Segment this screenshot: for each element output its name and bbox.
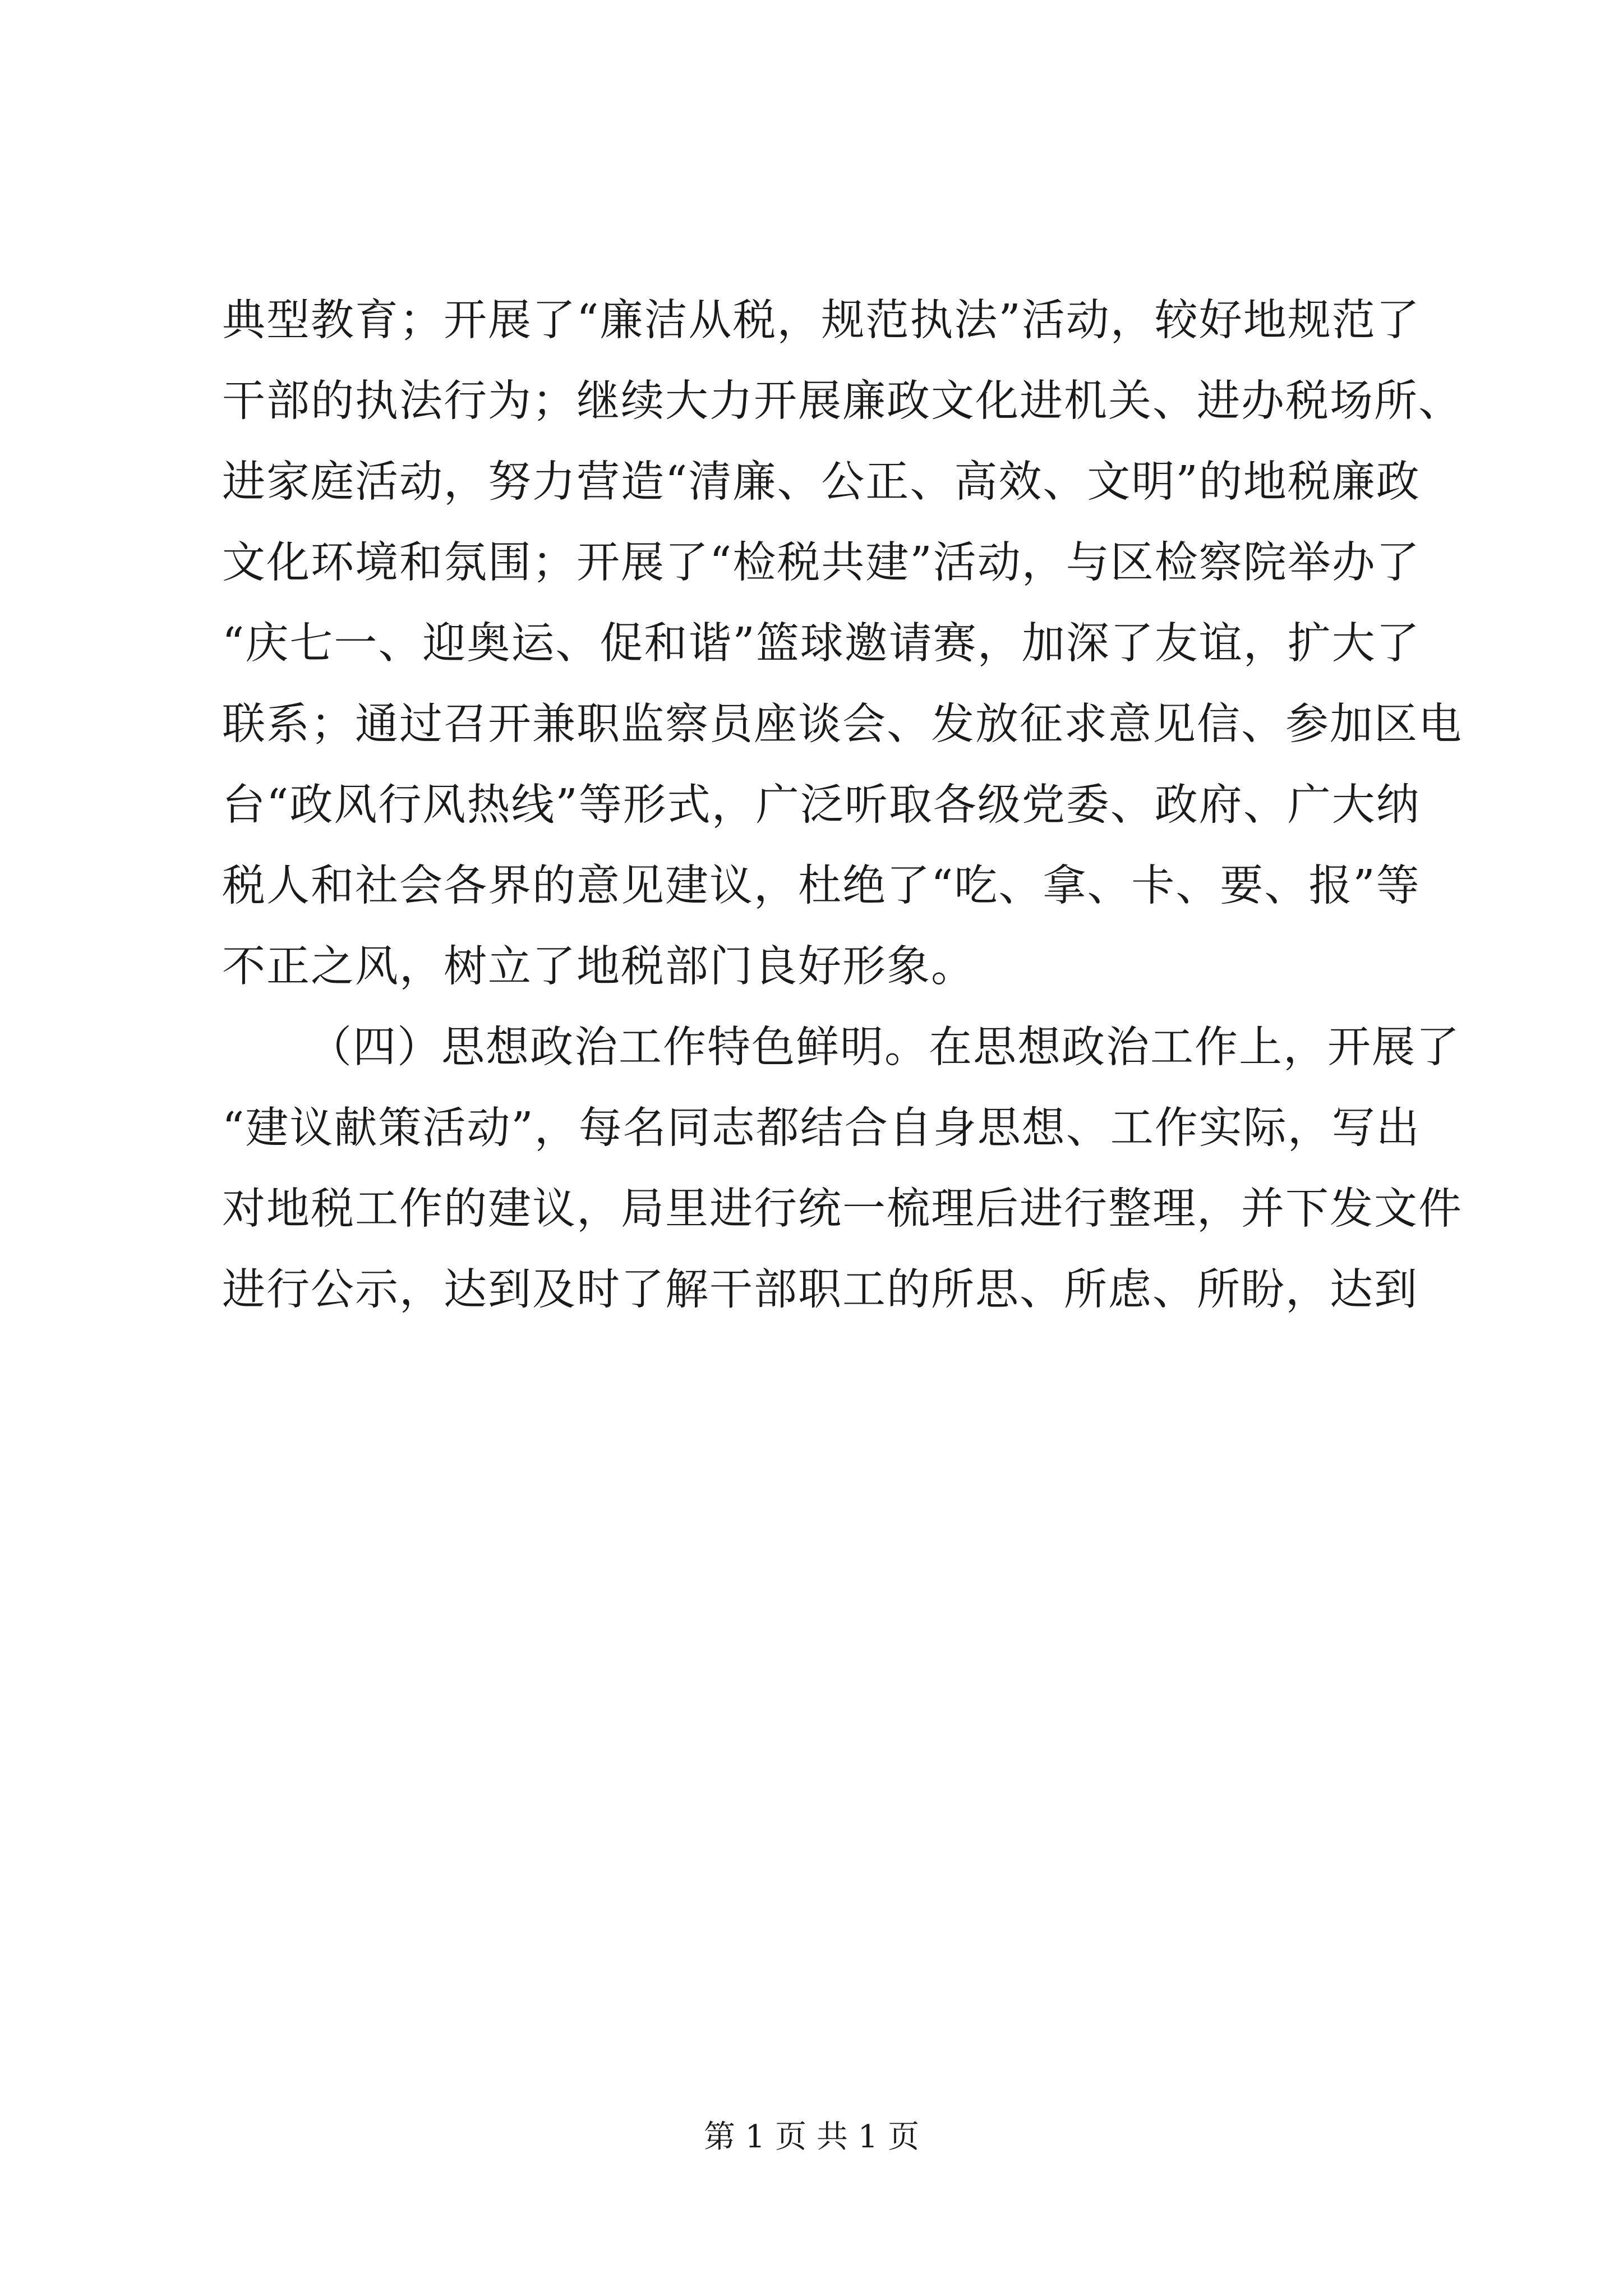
page-number-label: 第 1 页 共 1 页 [703, 2119, 920, 2155]
text-line: 税人和社会各界的意见建议，杜绝了“吃、拿、卡、要、报”等 [222, 861, 1421, 911]
text-line: 文化环境和氛围；开展了“检税共建”活动，与区检察院举办了 [222, 538, 1421, 588]
text-line: “建议献策活动”，每名同志都结合自身思想、工作实际，写出 [222, 1103, 1421, 1153]
text-line: “庆七一、迎奥运、促和谐”篮球邀请赛，加深了友谊，扩大了 [222, 619, 1421, 669]
document-body [222, 280, 1463, 1331]
text-line: 联系；通过召开兼职监察员座谈会、发放征求意见信、参加区电 [222, 700, 1463, 749]
section-heading-line: （四）思想政治工作特色鲜明。在思想政治工作上，开展了 [308, 1023, 1460, 1073]
text-line: 不正之风，树立了地税部门良好形象。 [222, 942, 975, 992]
text-line: 进行公示，达到及时了解干部职工的所思、所虑、所盼，达到 [222, 1265, 1418, 1315]
text-line: 对地税工作的建议，局里进行统一梳理后进行整理，并下发文件 [222, 1184, 1463, 1234]
page-footer [0, 2118, 1623, 2157]
text-line: 进家庭活动，努力营造“清廉、公正、高效、文明”的地税廉政 [222, 457, 1421, 507]
text-line: 典型教育；开展了“廉洁从税，规范执法”活动，较好地规范了 [222, 296, 1421, 346]
text-line: 干部的执法行为；继续大力开展廉政文化进机关、进办税场所、 [222, 376, 1463, 426]
text-line: 台“政风行风热线”等形式，广泛听取各级党委、政府、广大纳 [222, 780, 1421, 830]
